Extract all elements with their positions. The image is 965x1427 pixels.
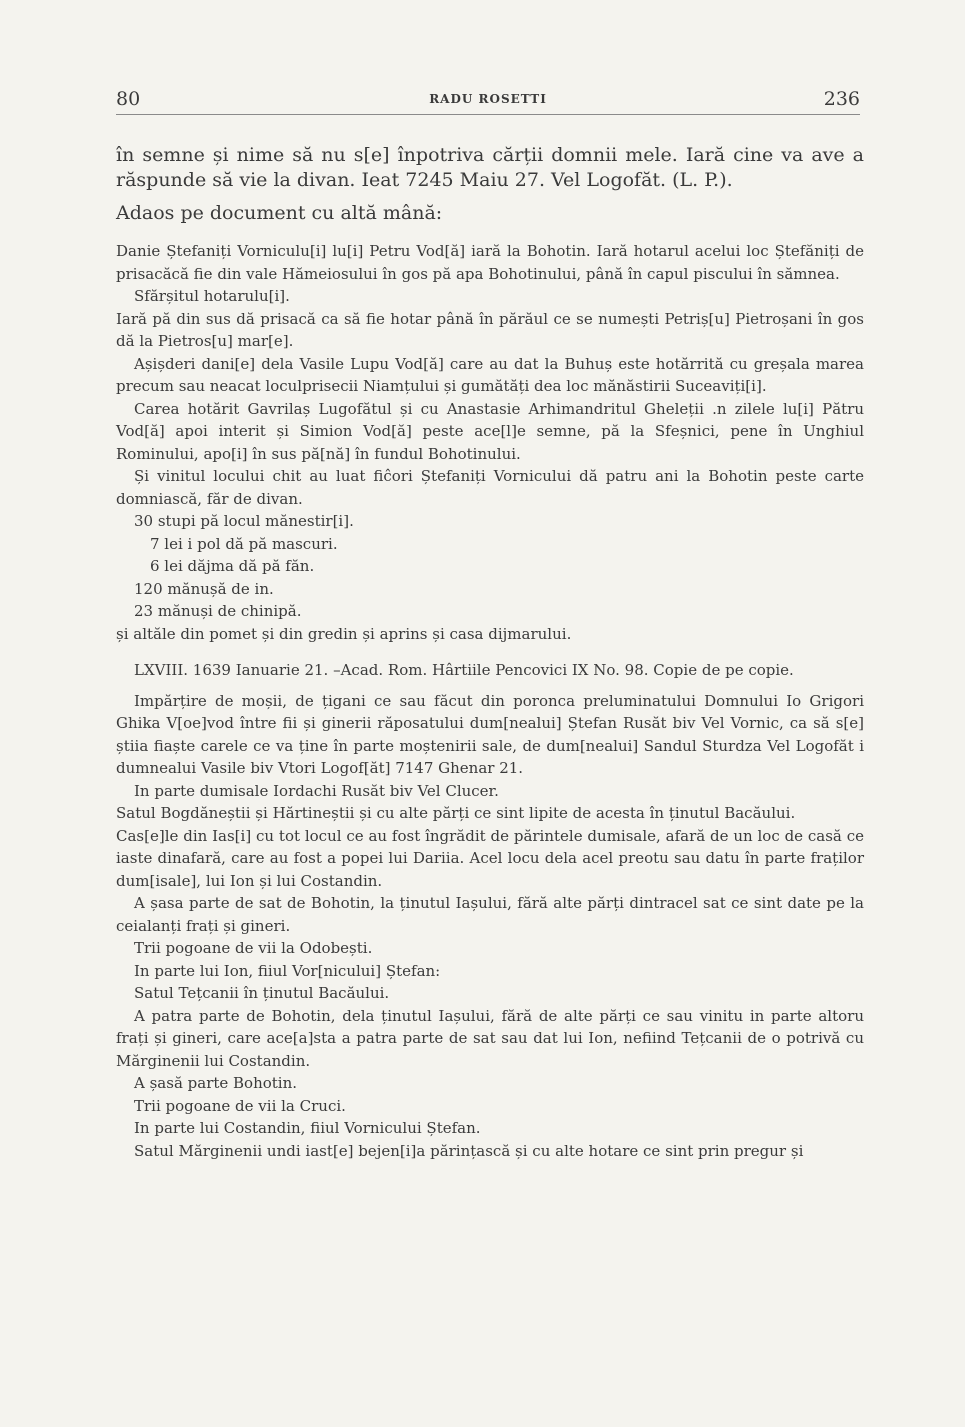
entry-heading: LXVIII. 1639 Ianuarie 21. –Acad. Rom. Hârtiile Pencovici IX No. 98. Copie de pe copie. [134,661,794,679]
paragraph: Satul Mărginenii undi iast[e] bejen[i]a părințască și cu alte hotare ce sint prin pregur și [134,1141,804,1160]
entry-paragraphs [116,780,864,1163]
paragraph: In parte dumisale Iordachi Rusăt biv Vel Clucer. [134,781,499,800]
paragraph: Așișderi dani[e] dela Vasile Lupu Vod[ă] care au dat la Buhuș este hotărrită cu greșala marea precum sau neacat loculprisecii Niamțului și gumătăți dea loc mănăstirii Suceaviți[i]. [116,354,864,395]
page-number-left: 80 [116,88,141,110]
document-ending: în semne și nime să nu s[e] înpotriva cărții domnii mele. Iară cine va ave a răspunde să vie la divan. Ieat 7245 Maiu 27. Vel Logofăt. (L. P.). [116,144,864,191]
addendum-heading: Adaos pe document cu altă mână: [116,202,443,224]
running-title: RADU ROSETTI [429,92,547,106]
list-item: 6 lei dăjma dă pă făn. [150,557,315,575]
paragraph: Trii pogoane de vii la Cruci. [134,1096,346,1115]
list-item: 120 mănușă de in. [134,579,274,598]
paragraph: Sfărșitul hotarulu[i]. [134,287,290,305]
paragraph: Danie Ștefaniți Vorniculu[i] lu[i] Petru Vod[ă] iară la Bohotin. Iară hotarul acelui loc Ștefăniți de prisacăcă fie din vale Hămeiosului în gos pă apa Bohotinului, până în capul piscului în sămnea. [116,242,864,283]
paragraph: Carea hotărit Gavrilaș Lugofătul și cu Anastasie Arhimandritul Gheleții .n zilele lu[i] Pătru Vod[ă] apoi interit și Simion Vod[ă] peste ace[l]e semne, pă la Sfeșnici, pene în Unghiul Rominului, apo[i] în sus pă[nă] în fundul Bohotinului. [116,399,864,463]
addendum-text [116,240,864,510]
paragraph: A patra parte de Bohotin, dela ținutul Iașului, fără de alte părți ce sau vinitu in parte altoru frați și gineri, care ace[a]sta a patra parte de sat sau dat lui Ion, nefiind Tețcanii de o potrivă cu Mărginenii lui Costandin. [116,1006,864,1070]
paragraph: Cas[e]le din Ias[i] cu tot locul ce au fost îngrădit de părintele dumisale, afară de un loc de casă ce iaste dinafară, care au fost a popei lui Dariia. Acel locu dela acel preotu sau datu în parte fraților dum[isale], lui Ion și lui Costandin. [116,826,864,890]
paragraph: In parte lui Costandin, fiiul Vornicului Ștefan. [134,1119,481,1137]
paragraph: Satul Bogdăneștii și Hărtineștii și cu alte părți ce sint lipite de acesta în ținutul Bacăului. [116,804,796,822]
list-item: 7 lei i pol dă pă mascuri. [150,534,338,553]
revenue-list [116,510,864,623]
paragraph: Trii pogoane de vii la Odobești. [134,939,373,957]
entry-intro: Impărțire de moșii, de țigani ce sau făcut din poronca preluminatului Domnului Io Grigori Ghika V[oe]vod între fii și ginerii răposatului dum[nealui] Ștefan Rusăt biv Vel Vornic, ca să s[e] știia fiaște carele ce va ține în parte moștenirii sale, de dum[nealui] Sandul Sturdza Vel Logofăt i dumnealui Vasile biv Vtori Logof[ăt] 7147 Ghenar 21. [116,691,864,777]
page-body [116,143,864,1162]
paragraph: Satul Tețcanii în ținutul Bacăului. [134,984,390,1002]
page-number-right: 236 [823,88,860,110]
paragraph: A șasa parte de sat de Bohotin, la ținutul Iașului, fără alte părți dintracel sat ce sint date pe la ceialanți frați și gineri. [116,894,864,935]
closing-line: și altăle din pomet și din gredin și aprins și casa dijmarului. [116,624,572,643]
paragraph: Și vinitul locului chit au luat fiĉori Ștefaniți Vornicului dă patru ani la Bohotin peste carte domniască, făr de divan. [116,467,864,508]
running-header [116,88,860,115]
paragraph: In parte lui Ion, fiiul Vor[nicului] Ștefan: [134,961,441,980]
list-item: 23 mănuși de chinipă. [134,602,302,620]
list-item: 30 stupi pă locul mănestir[i]. [134,512,354,530]
paragraph: Iară pă din sus dă prisacă ca să fie hotar până în părăul ce se numești Petriș[u] Pietroșani în gos dă la Pietros[u] mar[e]. [116,309,864,350]
paragraph: A șasă parte Bohotin. [134,1074,298,1092]
